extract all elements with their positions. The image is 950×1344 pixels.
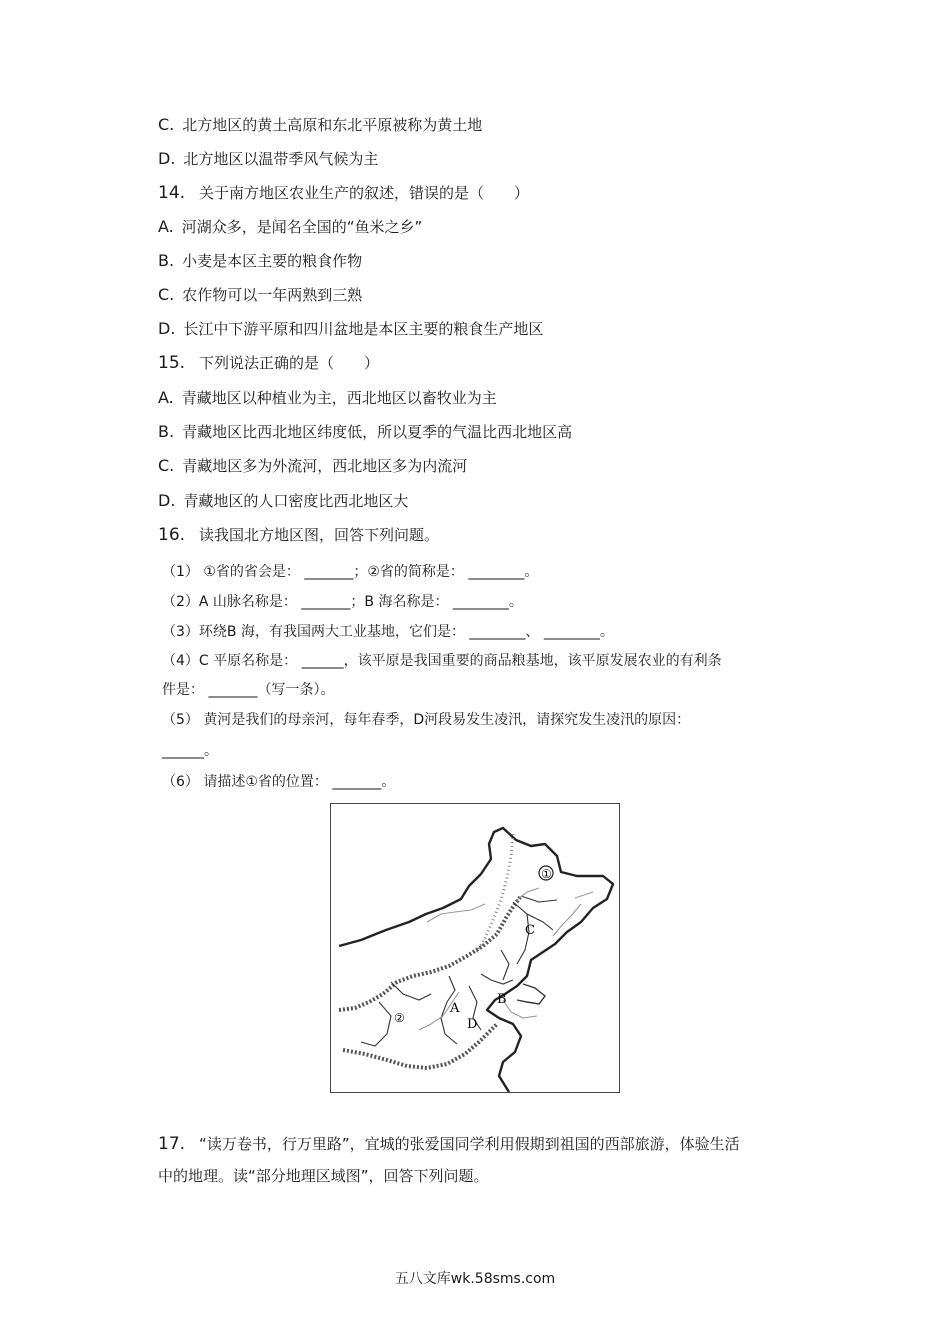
map-label-c: C [525, 923, 535, 938]
question-number: 15. [158, 353, 186, 373]
option-label: D. [158, 149, 176, 168]
coastline [517, 984, 545, 1004]
q16-sub-3: （3）环绕B 海，有我国两大工业基地，它们是： ________、 ________。 [162, 624, 614, 640]
question-text: 关于南方地区农业生产的叙述，错误的是（ ） [199, 184, 530, 202]
q16-stem [158, 525, 439, 545]
map-label-b: B [497, 992, 507, 1007]
q14-stem [158, 183, 529, 203]
q14-option-a [158, 217, 422, 237]
option-label: C. [158, 115, 175, 134]
option-text: 青藏地区多为外流河，西北地区多为内流河 [182, 457, 468, 475]
option-text: 青藏地区的人口密度比西北地区大 [183, 492, 409, 510]
option-label: B. [158, 422, 175, 441]
map-label-d: D [467, 1017, 478, 1032]
q16-sub-1: （1） ①省的省会是： _______；②省的简称是： ________。 [162, 564, 539, 580]
option-label: C. [158, 456, 175, 475]
option-text: 河湖众多，是闻名全国的“鱼米之乡” [181, 218, 423, 236]
q16-sub-5: （5） 黄河是我们的母亲河，每年春季，D河段易发生凌汛，请探究发生凌汛的原因： [162, 712, 691, 728]
q16-sub-4: （4）C 平原名称是： ______，该平原是我国重要的商品粮基地，该平原发展农业的有利条 [162, 653, 722, 669]
option-text: 北方地区以温带季风气候为主 [183, 150, 379, 168]
option-label: D. [158, 491, 176, 510]
question-text: 下列说法正确的是（ ） [199, 354, 380, 372]
q15-option-a [158, 388, 497, 408]
option-label: C. [158, 285, 175, 304]
footer-watermark: 五八文库wk.58sms.com [394, 1271, 556, 1287]
q17-stem-line2: 中的地理。读“部分地理区域图”，回答下列问题。 [158, 1167, 489, 1185]
option-text: 青藏地区以种植业为主，西北地区以畜牧业为主 [181, 389, 497, 407]
q15-option-c [158, 456, 467, 476]
question-number: 17. [158, 1134, 186, 1154]
option-text: 长江中下游平原和四川盆地是本区主要的粮食生产地区 [183, 320, 544, 338]
option-label: A. [158, 388, 174, 407]
northern-china-map [330, 803, 620, 1093]
option-label: B. [158, 251, 175, 270]
option-text: 北方地区的黄土高原和东北平原被称为黄土地 [182, 116, 483, 134]
q16-sub-6: （6） 请描述①省的位置： _______。 [162, 774, 396, 790]
option-text: 青藏地区比西北地区纬度低，所以夏季的气温比西北地区高 [182, 423, 573, 441]
q17-stem-line1 [158, 1134, 740, 1154]
question-text: “读万卷书，行万里路”，宜城的张爱国同学利用假期到祖国的西部旅游，体验生活 [199, 1135, 740, 1153]
question-text: 读我国北方地区图，回答下列问题。 [199, 526, 440, 544]
q13-option-d [158, 149, 378, 169]
option-text: 农作物可以一年两熟到三熟 [182, 286, 363, 304]
q13-option-c [158, 115, 482, 135]
q14-option-c [158, 285, 362, 305]
q15-option-d [158, 491, 408, 511]
map-label-a: A [450, 1001, 460, 1016]
option-label: A. [158, 217, 174, 236]
map-label-1: ① [541, 867, 552, 881]
national-border [339, 828, 613, 1092]
q14-option-d [158, 319, 543, 339]
q16-sub-4-cont: 件是： _______（写一条）。 [162, 682, 335, 698]
map-label-2: ② [394, 1011, 405, 1025]
question-number: 14. [158, 183, 186, 203]
question-number: 16. [158, 525, 186, 545]
q15-option-b [158, 422, 572, 442]
q16-sub-5-cont: ______。 [162, 743, 218, 759]
q14-option-b [158, 251, 362, 271]
option-label: D. [158, 319, 176, 338]
option-text: 小麦是本区主要的粮食作物 [182, 252, 363, 270]
map-drawing [331, 804, 619, 1092]
q16-sub-2: （2）A 山脉名称是： _______；B 海名称是： ________。 [162, 594, 523, 610]
q15-stem [158, 353, 379, 373]
